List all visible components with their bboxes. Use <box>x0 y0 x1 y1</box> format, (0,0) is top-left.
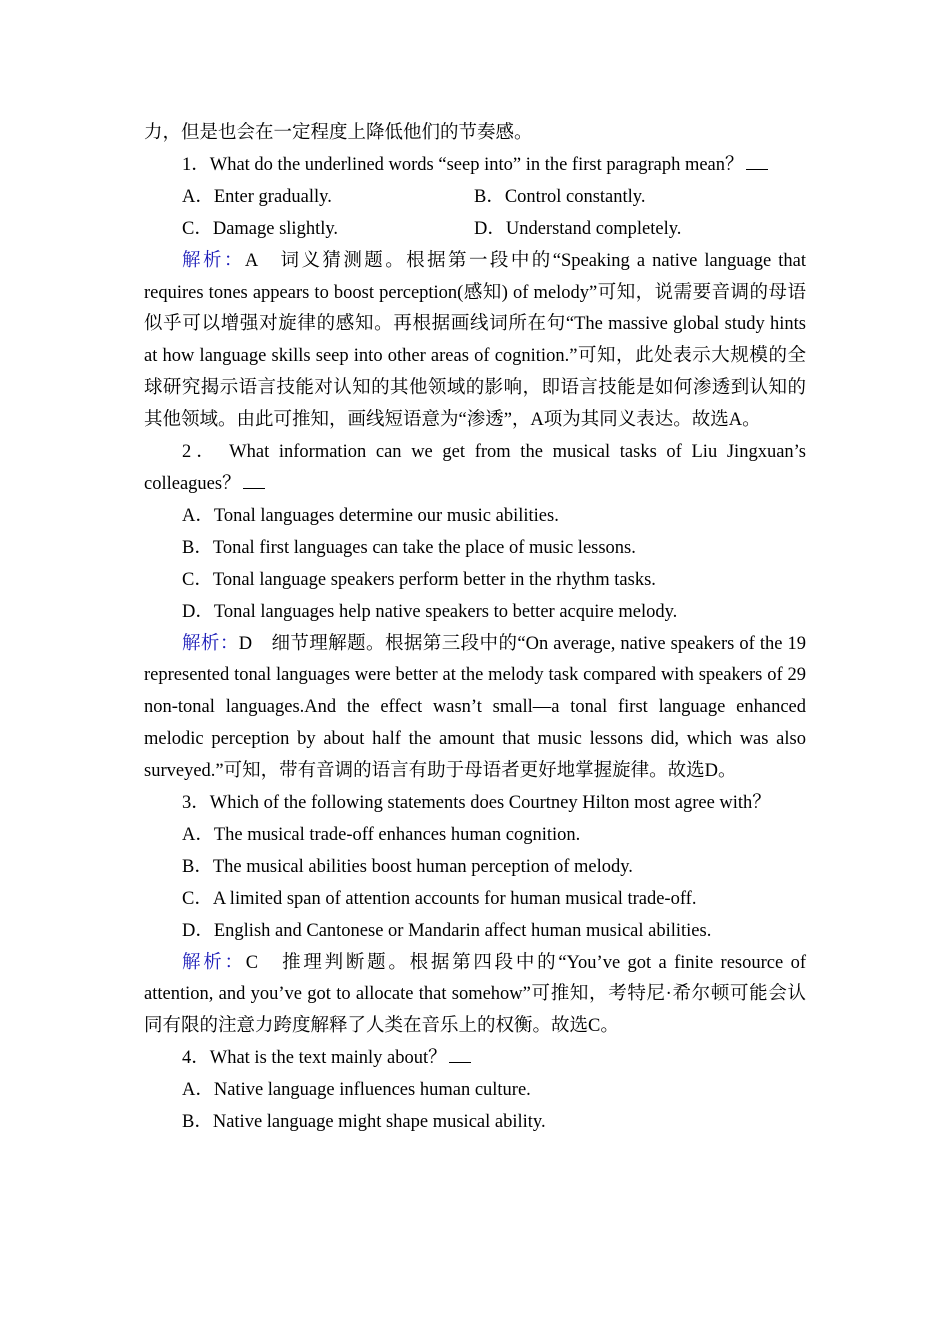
question-1-stem: 1．What do the underlined words “seep into” in the first paragraph mean？ <box>182 154 744 175</box>
question-4-stem: 4．What is the text mainly about？ <box>182 1048 447 1069</box>
q4-option-a: A．Native language influences human culture. <box>182 1080 531 1101</box>
q1-option-a: A．Enter gradually. <box>182 186 332 207</box>
q3-option-c: C．A limited span of attention accounts for human musical trade-off. <box>182 888 697 909</box>
q2-option-c: C．Tonal language speakers perform better in the rhythm tasks. <box>182 569 656 590</box>
analysis-3-text: C 推理判断题。根据第四段中的“You’ve got a finite resource of attention, and you’ve got to allocate that somehow”可推知，考特尼·希尔顿可能会认同有限的注意力跨度解释了人类在音乐上的权衡。故选C。 <box>144 952 806 1037</box>
answer-blank-2 <box>243 473 265 489</box>
answer-blank-1 <box>746 154 768 170</box>
analysis-2-text: D 细节理解题。根据第三段中的“On average, native speakers of the 19 represented tonal languages were better at the melody task compared with speakers of 29 non-tonal languages.And the effect wasn’t small—a tonal first language enhanced melodic perception by about half the amount that music lessons did, which was also surveyed.”可知，带有音调的语言有助于母语者更好地掌握旋律。故选D。 <box>144 633 806 782</box>
q4-option-b: B．Native language might shape musical ability. <box>182 1112 546 1133</box>
question-1 <box>144 150 806 182</box>
q3-option-a: A．The musical trade-off enhances human cognition. <box>182 824 581 845</box>
q3-option-b: B．The musical abilities boost human perception of melody. <box>182 856 633 877</box>
analysis-label: 解析： <box>182 250 245 271</box>
q1-option-d: D．Understand completely. <box>474 218 682 239</box>
q1-option-c: C．Damage slightly. <box>182 218 339 239</box>
analysis-label: 解析： <box>182 633 239 654</box>
page-content <box>144 118 806 1139</box>
answer-blank-4 <box>449 1047 471 1063</box>
question-3: 3．Which of the following statements does Courtney Hilton most agree with？ <box>182 793 771 814</box>
question-1-options-row-2 <box>144 214 806 246</box>
q1-option-b: B．Control constantly. <box>474 186 646 207</box>
question-2-stem: 2． What information can we get from the musical tasks of Liu Jingxuan’s colleagues？ <box>144 442 806 494</box>
analysis-1 <box>144 246 806 437</box>
analysis-label: 解析： <box>182 952 246 973</box>
q3-option-d: D．English and Cantonese or Mandarin affect human musical abilities. <box>182 920 712 941</box>
question-1-options-row-1 <box>144 182 806 214</box>
analysis-3 <box>144 948 806 1044</box>
analysis-1-text: A 词义猜测题。根据第一段中的“Speaking a native language that requires tones appears to boost perception(感知) of melody”可知，说需要音调的母语似乎可以增强对旋律的感知。再根据画线词所在句“The massive global study hints at how language skills seep into other areas of cognition.”可知，此处表示大规模的全球研究揭示语言技能对认知的其他领域的影响，即语言技能是如何渗透到认知的其他领域。由此可推知，画线短语意为“渗透”，A项为其同义表达。故选A。 <box>144 250 806 431</box>
intro-continuation: 力，但是也会在一定程度上降低他们的节奏感。 <box>144 123 533 143</box>
q2-option-a: A．Tonal languages determine our music abilities. <box>182 505 559 526</box>
analysis-2 <box>144 629 806 789</box>
question-4 <box>144 1043 806 1075</box>
q2-option-b: B．Tonal first languages can take the place of music lessons. <box>182 537 636 558</box>
question-2 <box>144 437 806 501</box>
q2-option-d: D．Tonal languages help native speakers to better acquire melody. <box>182 601 678 622</box>
